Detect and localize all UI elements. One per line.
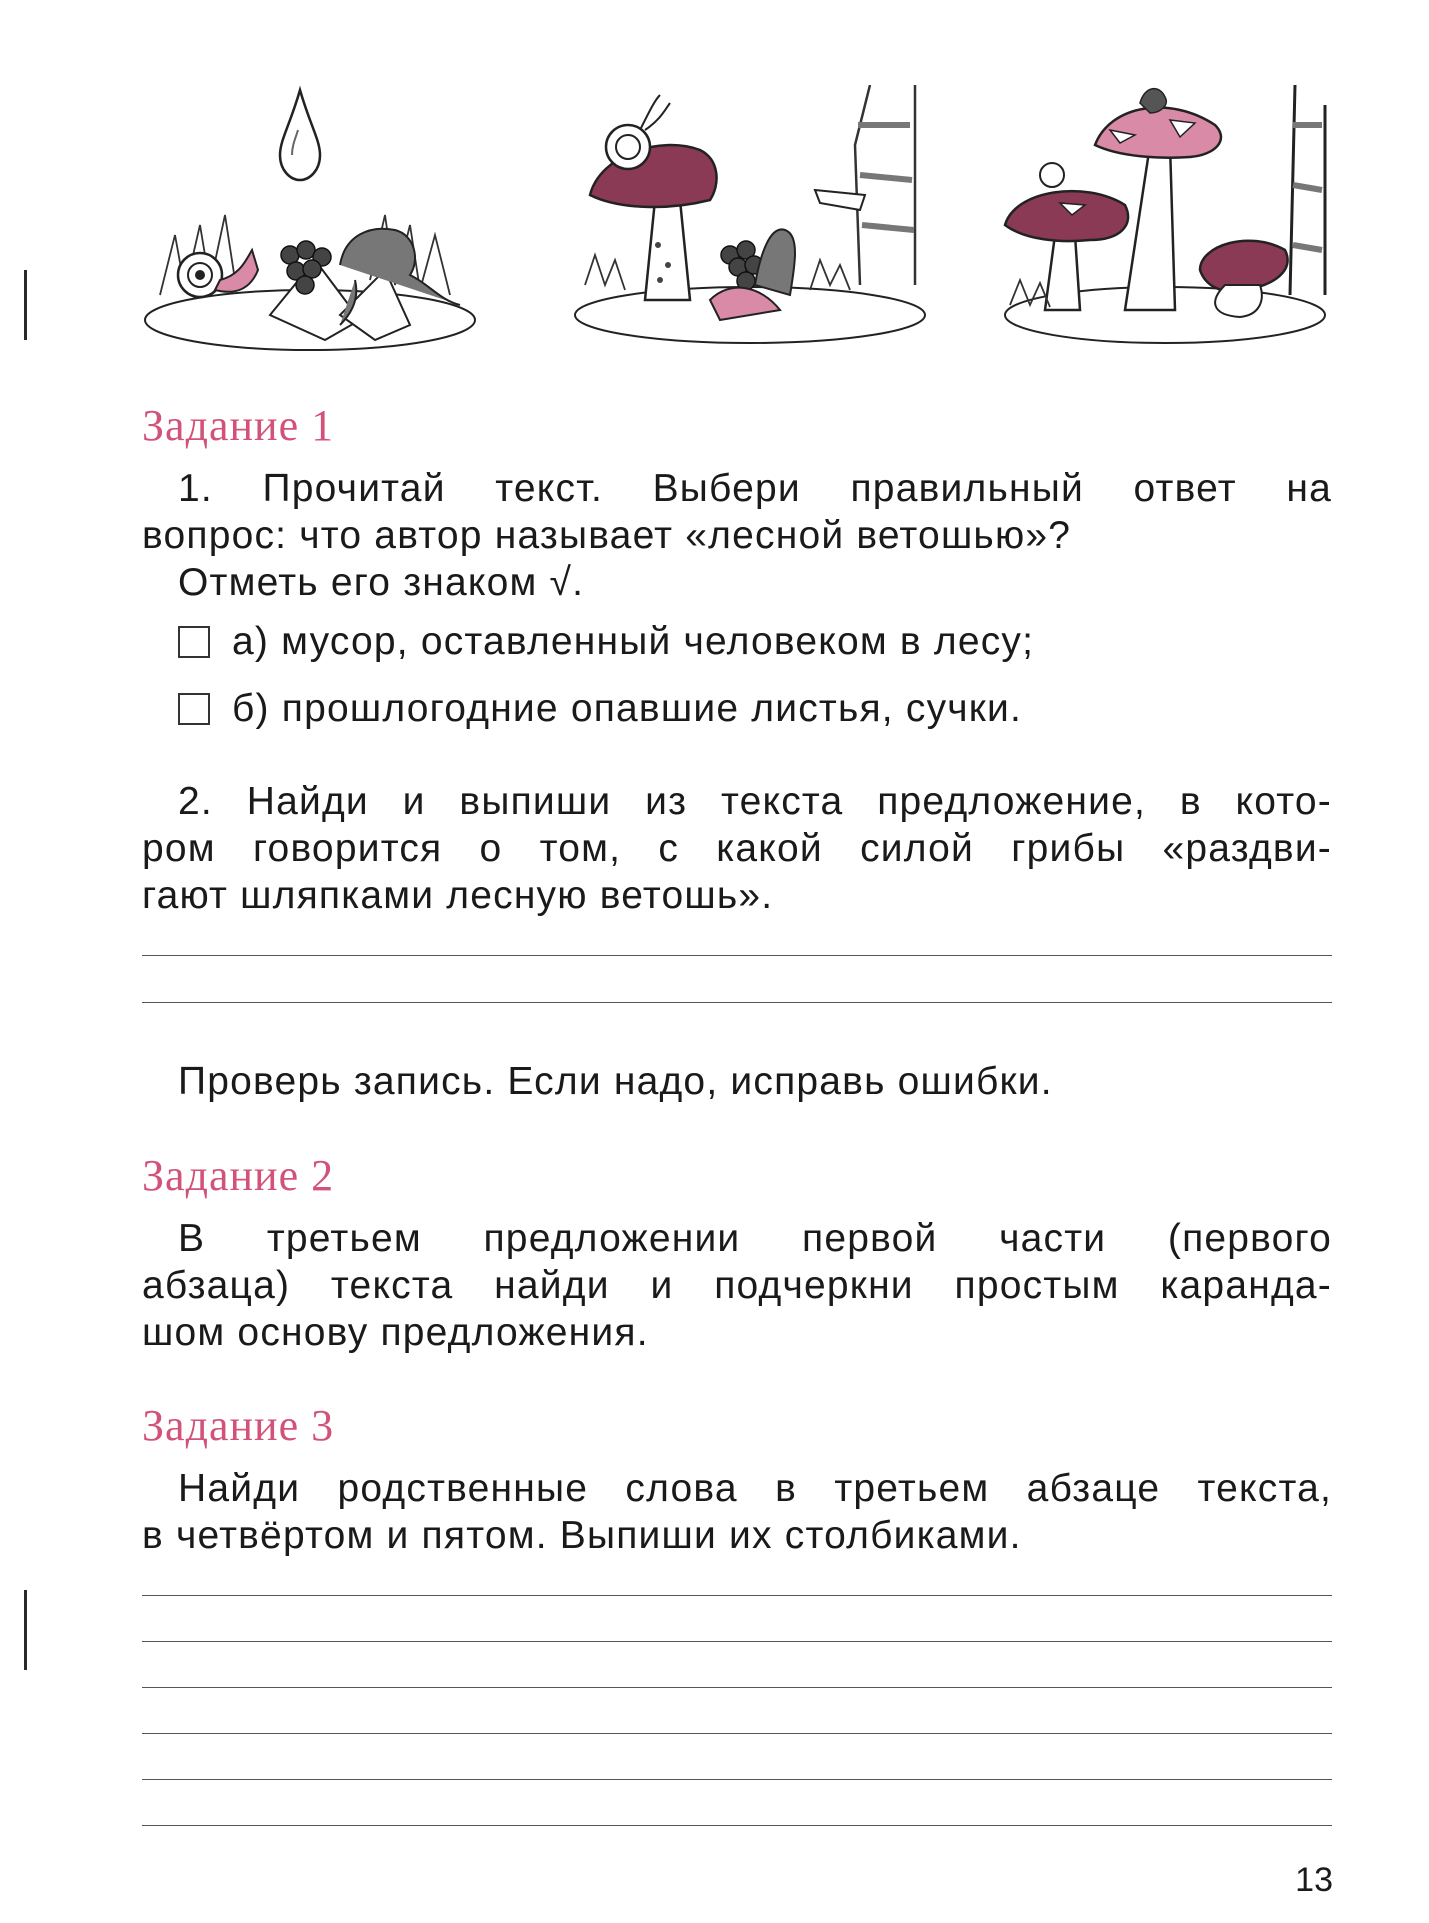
text-line: 1. Прочитай текст. Выбери правильный ответ на [178,467,1332,510]
answer-line[interactable] [142,1779,1332,1780]
text-line: в четвёртом и пятом. Выпиши их столбиками. [142,1514,1022,1557]
answer-line[interactable] [142,1595,1332,1596]
answer-line[interactable] [142,1825,1332,1826]
text-line: Найди родственные слова в третьем абзаце текста, [178,1467,1332,1510]
answer-line[interactable] [142,1687,1332,1688]
illustration-mushroom-snail-frog [570,85,930,355]
binding-mark [24,1590,27,1670]
text-line: Проверь запись. Если надо, исправь ошибки. [178,1060,1053,1103]
task-1-heading: Задание 1 [142,401,335,450]
text-line: ром говорится о том, с какой силой грибы «раздви- [142,827,1332,870]
task-1-check-instruction [142,1058,1332,1105]
page-number: 13 [1295,1861,1333,1899]
answer-a-label: а) мусор, оставленный человеком в лесу; [232,620,1035,663]
task-3-text [142,1465,1332,1559]
task-2-heading: Задание 2 [142,1151,335,1200]
text-line: гают шляпками лесную ветошь». [142,874,774,917]
illustration-three-mushrooms [1000,85,1330,355]
text-line: вопрос: что автор называет «лесной ветошью»? [142,514,1072,557]
answer-a-checkbox[interactable] [178,626,210,658]
task-1-question-1 [142,465,1332,606]
text-line: Отметь его знаком √. [178,561,585,604]
text-line: шом основу предложения. [142,1311,649,1354]
text-line: В третьем предложении первой части (первого [178,1217,1332,1260]
answer-b-label: б) прошлогодние опавшие листья, сучки. [232,687,1023,730]
answer-option-b [178,685,1022,732]
illustration-snail-frog-drop [140,85,480,355]
answer-line[interactable] [142,1733,1332,1734]
binding-mark [24,270,27,340]
task-1-question-2 [142,778,1332,919]
answer-line[interactable] [142,955,1332,956]
answer-line[interactable] [142,1002,1332,1003]
task-3-heading: Задание 3 [142,1401,335,1450]
text-line: абзаца) текста найди и подчеркни простым каранда- [142,1264,1332,1307]
text-line: 2. Найди и выпиши из текста предложение, в кото- [178,780,1332,823]
answer-line[interactable] [142,1641,1332,1642]
answer-option-a [178,618,1034,665]
task-2-text [142,1215,1332,1356]
answer-b-checkbox[interactable] [178,693,210,725]
